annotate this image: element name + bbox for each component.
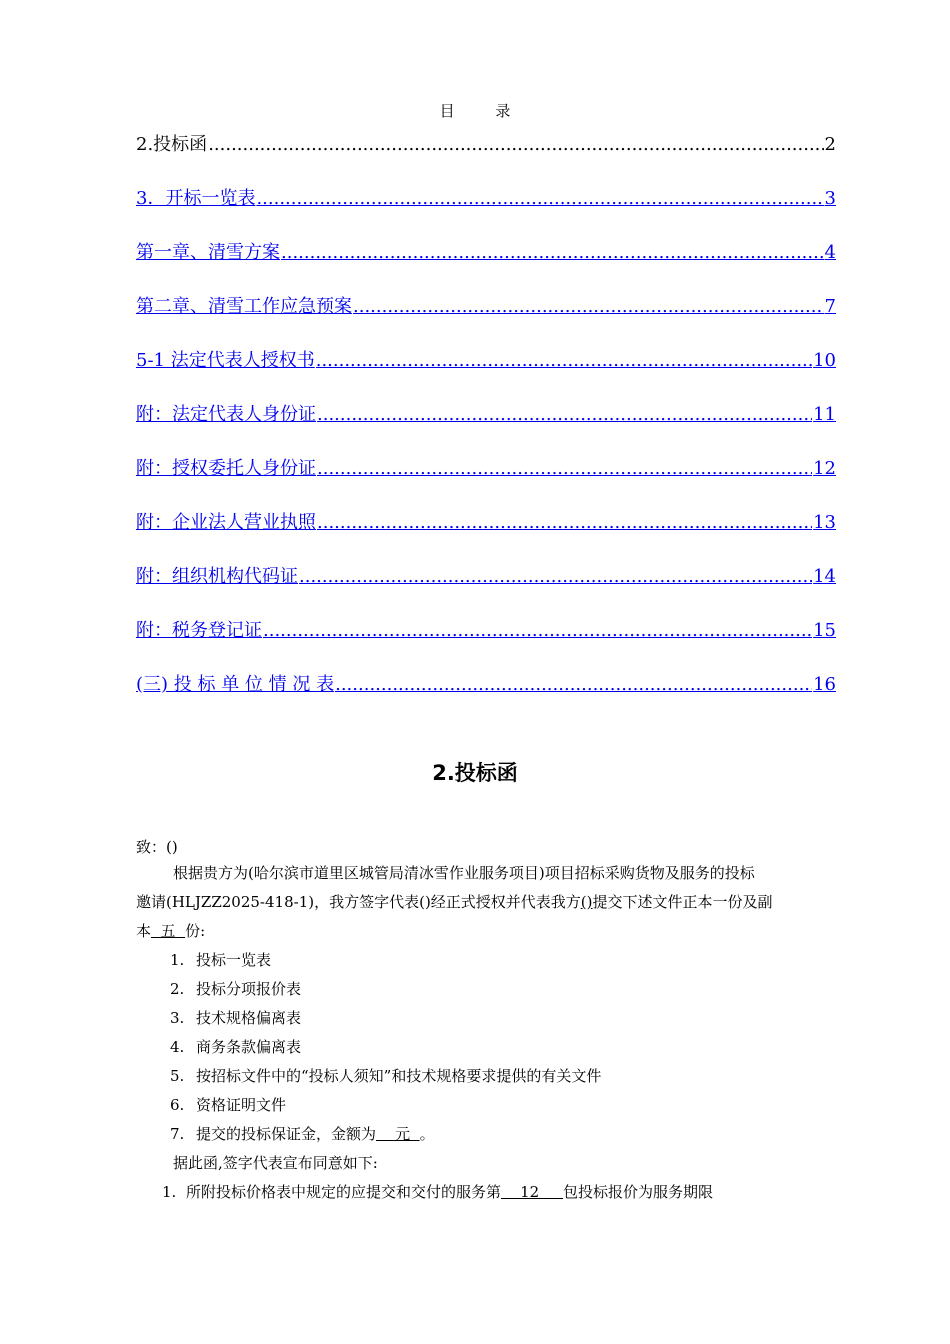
list-text: 技术规格偏离表 (196, 1009, 302, 1027)
toc-leader-dots (353, 296, 824, 317)
toc-entry-chapter-1[interactable] (136, 238, 836, 262)
toc-entry-label: 第一章、清雪方案 (136, 242, 280, 263)
list-item (170, 1094, 286, 1115)
toc-entry-page: 7 (824, 296, 836, 317)
toc-entry-page: 11 (813, 404, 836, 425)
list-number: 2. (170, 980, 185, 998)
toc-leader-dots (256, 188, 823, 209)
declaration-text: 据此函,签字代表宣布同意如下: (173, 1154, 378, 1172)
toc-entry-label: 5-1 法定代表人授权书 (136, 350, 315, 371)
toc-entry-page: 13 (813, 512, 836, 533)
toc-entry-label: (三) 投 标 单 位 情 况 表 (136, 674, 335, 695)
text-segment: 邀请(HLJZZ2025-418-1)，我方签字代表()经正式授权并代表我方 (136, 893, 581, 911)
list-number: 1. (170, 951, 185, 969)
text-segment: 所附投标价格表中规定的应提交和交付的服务第 (186, 1183, 502, 1201)
list-text: 商务条款偏离表 (196, 1038, 302, 1056)
toc-leader-dots (281, 242, 824, 263)
list-number: 1. (162, 1183, 177, 1201)
toc-leader-dots (263, 620, 812, 641)
list-item (170, 1007, 301, 1028)
toc-entry-bid-letter[interactable] (136, 130, 836, 154)
toc-entry-label: 3．开标一览表 (136, 188, 256, 209)
toc-title: 目 录 (439, 102, 529, 120)
text-segment: 本 (136, 922, 152, 940)
underlined-blank: () (580, 893, 593, 911)
list-item (170, 1036, 301, 1057)
list-item (170, 949, 271, 970)
toc-entry-authorization[interactable] (136, 346, 836, 370)
text-segment: 份: (185, 922, 206, 940)
toc-entry-opening-summary[interactable] (136, 184, 836, 208)
list-number: 7. (170, 1125, 185, 1143)
toc-leader-dots (208, 134, 823, 155)
list-number: 3. (170, 1009, 185, 1027)
toc-entry-label: 附：法定代表人身份证 (136, 404, 316, 425)
list-text: 资格证明文件 (196, 1096, 287, 1114)
letter-addressee: 致：() (136, 838, 178, 856)
toc-entry-label: 附：税务登记证 (136, 620, 262, 641)
clause-item (162, 1181, 713, 1202)
list-number: 4. (170, 1038, 185, 1056)
letter-paragraph-line-2 (136, 891, 773, 912)
toc-leader-dots (317, 404, 812, 425)
toc-entry-page: 3 (824, 188, 836, 209)
toc-entry-page: 12 (813, 458, 836, 479)
toc-leader-dots (335, 674, 812, 695)
toc-entry-org-code[interactable] (136, 562, 836, 586)
toc-entry-tax-registration[interactable] (136, 616, 836, 640)
toc-entry-bidder-info[interactable] (136, 670, 836, 694)
toc-entry-agent-id[interactable] (136, 454, 836, 478)
toc-leader-dots (316, 350, 812, 371)
toc-entry-page: 2 (824, 134, 836, 155)
list-text: 投标分项报价表 (196, 980, 302, 998)
toc-entry-page: 15 (813, 620, 836, 641)
toc-entry-page: 14 (813, 566, 836, 587)
list-item (170, 1123, 435, 1144)
toc-entry-legal-rep-id[interactable] (136, 400, 836, 424)
deposit-amount: 元 (376, 1125, 420, 1143)
list-item (170, 978, 301, 999)
toc-entry-label: 2.投标函 (136, 134, 208, 155)
copies-count: 五 (151, 922, 186, 940)
section-heading: 2.投标函 (432, 761, 518, 785)
list-text: 按招标文件中的“投标人须知”和技术规格要求提供的有关文件 (196, 1067, 602, 1085)
list-number: 5. (170, 1067, 185, 1085)
toc-entry-label: 附：企业法人营业执照 (136, 512, 316, 533)
toc-entry-label: 附：授权委托人身份证 (136, 458, 316, 479)
toc-entry-page: 4 (824, 242, 836, 263)
toc-leader-dots (317, 512, 812, 533)
list-text: 提交的投标保证金，金额为 (196, 1125, 377, 1143)
toc-entry-page: 10 (813, 350, 836, 371)
toc-leader-dots (317, 458, 812, 479)
text-segment: 提交下述文件正本一份及副 (592, 893, 773, 911)
list-text: 投标一览表 (196, 951, 272, 969)
list-item (170, 1065, 601, 1086)
text-segment: 包投标报价为服务期限 (563, 1183, 714, 1201)
toc-entry-business-license[interactable] (136, 508, 836, 532)
toc-entry-chapter-2[interactable] (136, 292, 836, 316)
list-number: 6. (170, 1096, 185, 1114)
letter-paragraph-line-1: 根据贵方为(哈尔滨市道里区城管局清冰雪作业服务项目)项目招标采购货物及服务的投标 (173, 864, 755, 882)
toc-leader-dots (299, 566, 812, 587)
letter-paragraph-line-3 (136, 920, 205, 941)
toc-entry-page: 16 (813, 674, 836, 695)
text-segment: 。 (419, 1125, 435, 1143)
toc-entry-label: 第二章、清雪工作应急预案 (136, 296, 352, 317)
package-number: 12 (501, 1183, 564, 1201)
toc-entry-label: 附：组织机构代码证 (136, 566, 298, 587)
